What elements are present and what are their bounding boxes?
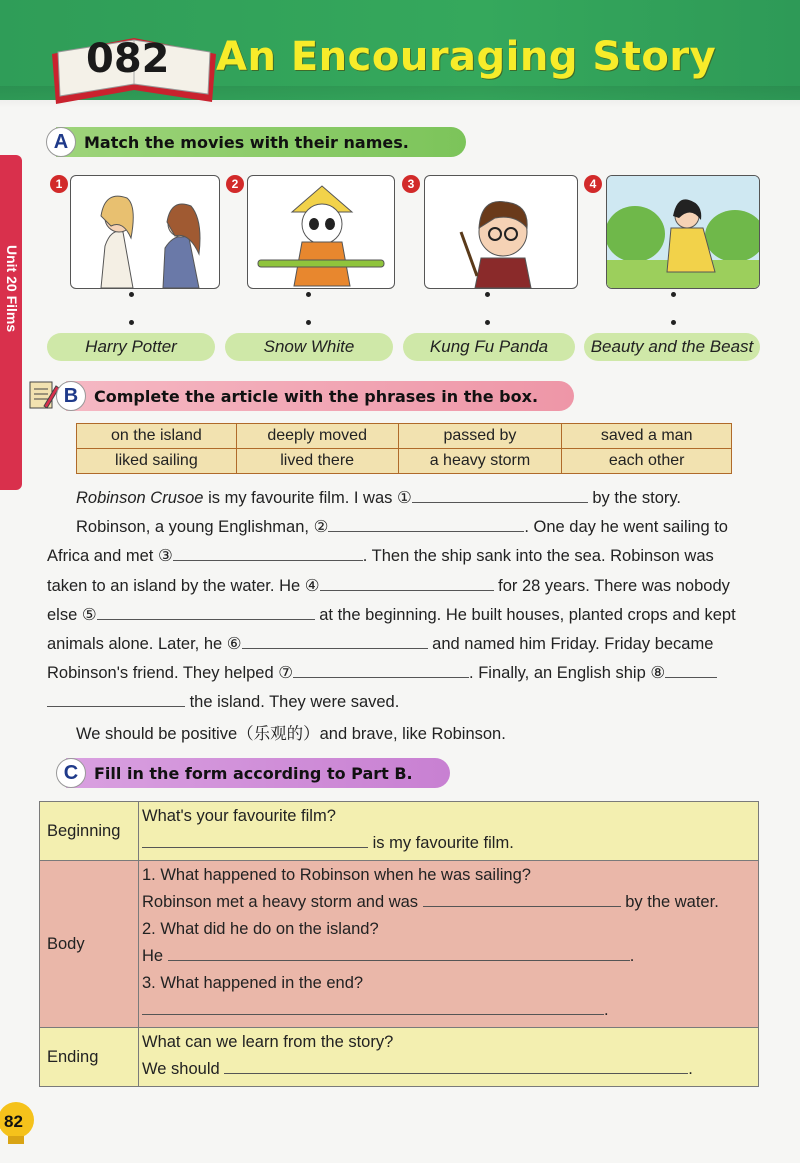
picture-panda: [247, 175, 395, 289]
phrase-cell: on the island: [77, 424, 237, 449]
body-answer-1-line: Robinson met a heavy storm and was by the water.: [140, 889, 757, 916]
article-line-8: the island. They were saved.: [47, 690, 399, 712]
phrase-row: [77, 449, 732, 474]
section-a-header: [53, 127, 466, 157]
section-b-title: Complete the article with the phrases in the box.: [94, 386, 539, 406]
picture-number-1: 1: [50, 175, 68, 193]
article-line-5: else ⑤ at the beginning. He built houses, planted crops and kept: [47, 603, 736, 625]
ending-question: What can we learn from the story?: [142, 1033, 394, 1051]
beginning-cell: [139, 802, 759, 861]
body-answer-1-blank[interactable]: [423, 890, 621, 907]
body-question-1: 1. What happened to Robinson when he was sailing?: [142, 866, 531, 884]
answer-blank-4[interactable]: [320, 574, 494, 591]
section-b-letter: B: [56, 381, 86, 411]
section-c-letter: C: [56, 758, 86, 788]
beginning-answer-line: is my favourite film.: [140, 830, 757, 857]
phrase-box: [76, 423, 732, 474]
unit-label: Unit 20 Films: [4, 245, 20, 333]
picture-two-women: [70, 175, 220, 289]
article-line-6: animals alone. Later, he ⑥ and named him Friday. Friday became: [47, 632, 713, 654]
phrase-cell: liked sailing: [77, 449, 237, 474]
form-row-ending: [40, 1028, 759, 1087]
phrase-cell: passed by: [398, 424, 562, 449]
body-question-2: 2. What did he do on the island?: [142, 920, 379, 938]
answer-blank-8-continued[interactable]: [47, 690, 185, 707]
beginning-label: Beginning: [40, 802, 139, 861]
phrase-row: [77, 424, 732, 449]
phrase-cell: lived there: [236, 449, 398, 474]
ending-answer-blank[interactable]: [224, 1057, 688, 1074]
phrase-cell: a heavy storm: [398, 449, 562, 474]
movie-name-harry-potter: Harry Potter: [47, 333, 215, 361]
answer-blank-7[interactable]: [293, 661, 469, 678]
lesson-number: 082: [86, 36, 170, 82]
body-question-3: 3. What happened in the end?: [142, 974, 364, 992]
section-c-header: [63, 758, 450, 788]
page-number: 82: [4, 1112, 23, 1131]
body-answer-2-blank[interactable]: [168, 944, 630, 961]
movie-name-beauty-and-the-beast: Beauty and the Beast: [584, 333, 760, 361]
lesson-title: An Encouraging Story: [216, 34, 717, 80]
body-answer-2-line: He .: [140, 943, 757, 970]
phrase-cell: saved a man: [562, 424, 732, 449]
picture-number-4: 4: [584, 175, 602, 193]
article-line-9: We should be positive（乐观的）and brave, like Robinson.: [76, 725, 506, 743]
picture-number-3: 3: [402, 175, 420, 193]
form-row-body: [40, 861, 759, 1028]
section-b-header: [63, 381, 574, 411]
body-answer-3-line: .: [140, 997, 757, 1024]
phrase-cell: deeply moved: [236, 424, 398, 449]
phrase-cell: each other: [562, 449, 732, 474]
article-line-4: taken to an island by the water. He ④ for 28 years. There was nobody: [47, 574, 730, 596]
beginning-question: What's your favourite film?: [142, 807, 336, 825]
body-label: Body: [40, 861, 139, 1028]
answer-blank-6[interactable]: [242, 632, 428, 649]
article-line-7: Robinson's friend. They helped ⑦ . Finally, an English ship ⑧: [47, 661, 717, 683]
body-answer-3-blank[interactable]: [142, 998, 604, 1015]
article-line-2: Robinson, a young Englishman, ② . One day he went sailing to: [76, 515, 728, 537]
ending-label: Ending: [40, 1028, 139, 1087]
movie-name-kung-fu-panda: Kung Fu Panda: [403, 333, 575, 361]
answer-blank-2[interactable]: [328, 515, 524, 532]
section-a-title: Match the movies with their names.: [84, 132, 409, 152]
ending-cell: [139, 1028, 759, 1087]
picture-boy-with-wand: [424, 175, 578, 289]
section-c-title: Fill in the form according to Part B.: [94, 763, 413, 783]
picture-princess: [606, 175, 760, 289]
answer-blank-1[interactable]: [412, 486, 588, 503]
picture-number-2: 2: [226, 175, 244, 193]
answer-blank-3[interactable]: [173, 544, 363, 561]
answer-blank-5[interactable]: [97, 603, 315, 620]
beginning-answer-blank[interactable]: [142, 831, 368, 848]
body-cell: [139, 861, 759, 1028]
movie-name-snow-white: Snow White: [225, 333, 393, 361]
answer-blank-8[interactable]: [665, 661, 717, 678]
form-row-beginning: [40, 802, 759, 861]
article-line-3: Africa and met ③ . Then the ship sank into the sea. Robinson was: [47, 544, 714, 566]
section-a-letter: A: [46, 127, 76, 157]
story-form: [39, 801, 759, 1087]
article-line-1: Robinson Crusoe is my favourite film. I was ① by the story.: [76, 486, 681, 508]
ending-answer-line: We should .: [140, 1056, 757, 1083]
